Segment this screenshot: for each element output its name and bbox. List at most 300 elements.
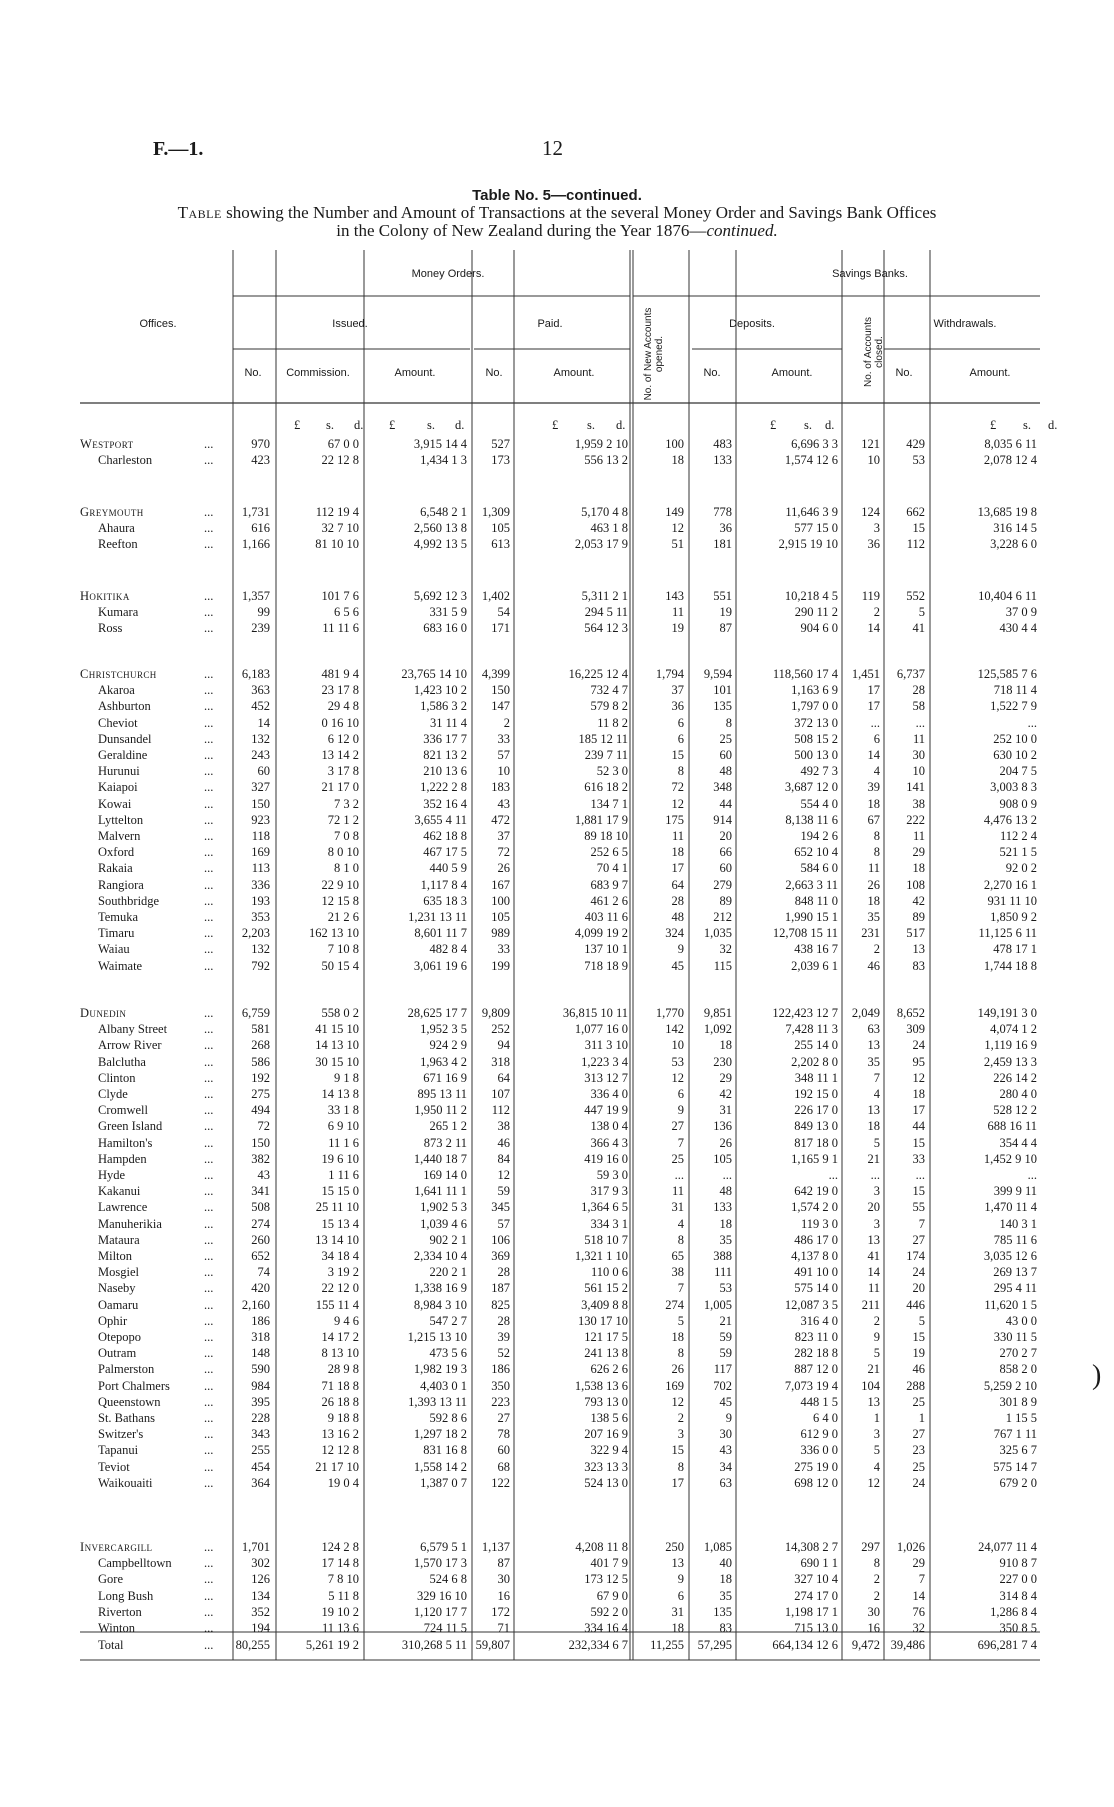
table-cell: 524 13 0 — [584, 1475, 628, 1490]
table-cell: 108 — [906, 877, 925, 892]
table-cell: 149 — [665, 505, 684, 519]
table-cell: 3 — [873, 521, 880, 536]
table-cell: 463 1 8 — [590, 521, 628, 536]
leader-dots: ... — [204, 1443, 214, 1458]
table-cell: 59 — [719, 1346, 732, 1361]
office-name: Westport — [80, 437, 134, 451]
table-cell: 698 12 0 — [794, 1475, 838, 1490]
table-cell: 12,087 3 5 — [784, 1297, 838, 1312]
table-cell: 12 12 8 — [321, 1443, 359, 1458]
table-cell: 2,915 19 10 — [778, 537, 838, 552]
table-cell: 72 — [671, 780, 684, 795]
table-cell: 14 — [257, 715, 270, 730]
table-cell: 848 11 0 — [794, 893, 838, 908]
office-name: Winton — [98, 1621, 135, 1635]
table-cell: 11,620 1 5 — [984, 1297, 1037, 1312]
table-cell: 446 — [906, 1297, 925, 1312]
table-cell: 94 — [497, 1038, 510, 1053]
table-cell: 27 — [912, 1427, 925, 1442]
table-cell: 331 5 9 — [429, 605, 467, 620]
table-cell: 12 — [671, 1394, 684, 1409]
table-cell: 20 — [867, 1200, 880, 1215]
table-cell: 9 — [725, 1411, 732, 1425]
table-cell: 13 14 2 — [321, 748, 359, 762]
table-cell: 133 — [713, 1200, 732, 1215]
table-cell: 2,270 16 1 — [983, 877, 1037, 892]
table-cell: 39 — [867, 780, 880, 795]
table-cell: 239 — [251, 621, 270, 636]
table-cell: 438 16 7 — [794, 942, 838, 957]
table-cell: 53 — [719, 1281, 732, 1296]
table-cell: 5 11 8 — [328, 1588, 359, 1603]
table-cell: 232,334 6 7 — [568, 1638, 628, 1652]
table-cell: 26 — [497, 861, 510, 876]
header-deposits-no: No. — [703, 367, 721, 379]
table-cell: 635 18 3 — [423, 893, 467, 908]
table-cell: 13 — [671, 1556, 684, 1571]
leader-dots: ... — [204, 1604, 214, 1619]
table-cell: 46 — [867, 958, 880, 973]
table-cell: 612 9 0 — [800, 1427, 838, 1442]
table-cell: 18 — [719, 1216, 732, 1231]
table-cell: 5,170 4 8 — [581, 505, 628, 519]
header-issued-commission: Commission. — [286, 367, 350, 379]
office-name: Mataura — [98, 1232, 140, 1247]
table-cell: 581 — [251, 1022, 270, 1037]
table-cell: 823 11 0 — [794, 1330, 838, 1344]
table-cell: 679 2 0 — [999, 1475, 1037, 1490]
table-cell: 28 — [497, 1313, 510, 1328]
table-cell: 2,560 13 8 — [413, 521, 467, 536]
office-name: Naseby — [98, 1281, 136, 1296]
table-cell: 11 8 2 — [597, 715, 628, 730]
table-cell: 1,641 11 1 — [414, 1184, 467, 1199]
table-cell: 252 6 5 — [590, 845, 628, 860]
table-cell: 1,387 0 7 — [420, 1475, 467, 1490]
table-cell: 311 3 10 — [584, 1038, 628, 1053]
table-cell: 14 13 10 — [315, 1038, 359, 1053]
table-cell: 616 — [251, 521, 270, 536]
table-cell: 19 6 10 — [321, 1151, 359, 1166]
table-cell: 37 0 9 — [1005, 605, 1037, 620]
table-cell: 1,364 6 5 — [581, 1200, 628, 1215]
table-cell: 22 12 0 — [321, 1281, 359, 1296]
leader-dots: ... — [204, 893, 214, 908]
table-cell: 348 11 1 — [794, 1070, 838, 1085]
table-cell: 11 13 6 — [321, 1621, 359, 1635]
table-cell: 6 — [677, 715, 684, 730]
table-cell: 33 — [912, 1151, 925, 1166]
leader-dots: ... — [204, 1378, 214, 1393]
table-cell: 902 2 1 — [429, 1232, 467, 1247]
table-cell: 12 — [912, 1070, 925, 1085]
leader-dots: ... — [204, 1588, 214, 1603]
table-cell: 181 — [713, 537, 732, 552]
table-cell: 1,470 11 4 — [984, 1200, 1037, 1215]
table-cell: 71 18 8 — [321, 1378, 359, 1393]
leader-dots: ... — [204, 1346, 214, 1361]
table-cell: 1 11 6 — [328, 1168, 359, 1182]
table-cell: 13 — [867, 1394, 880, 1409]
table-cell: 48 — [719, 1184, 732, 1199]
office-name: Oxford — [98, 845, 135, 860]
table-cell: 21 17 10 — [315, 1459, 359, 1474]
table-cell: 20 — [912, 1281, 925, 1296]
table-cell: 68 — [497, 1459, 510, 1474]
office-name: Lawrence — [98, 1200, 148, 1215]
table-cell: 223 — [491, 1394, 510, 1409]
table-cell: 1,117 8 4 — [420, 877, 467, 892]
table-cell: 39,486 — [890, 1638, 925, 1652]
table-cell: 34 — [719, 1459, 732, 1474]
table-cell: 100 — [491, 893, 510, 908]
table-cell: 99 — [257, 605, 270, 620]
table-cell: 24 — [912, 1475, 925, 1490]
table-cell: 67 — [867, 812, 880, 827]
table-cell: 12 — [671, 521, 684, 536]
table-cell: 15 15 0 — [321, 1184, 359, 1199]
table-cell: 35 — [867, 1054, 880, 1069]
office-name: Manuherikia — [98, 1216, 162, 1231]
table-cell: 329 16 10 — [417, 1588, 467, 1603]
table-cell: 83 — [719, 1621, 732, 1635]
table-cell: 1,434 1 3 — [420, 453, 467, 468]
table-cell: 11 — [671, 605, 684, 620]
table-cell: 64 — [497, 1070, 510, 1085]
table-cell: 10,218 4 5 — [784, 589, 838, 603]
table-cell: 14 — [867, 621, 880, 636]
table-cell: 10 — [867, 453, 880, 468]
table-cell: 11 1 6 — [328, 1135, 359, 1150]
table-cell: 32 — [912, 1621, 925, 1635]
header-issued-no: No. — [244, 367, 262, 379]
table-cell: 626 2 6 — [590, 1362, 628, 1377]
office-name: Clinton — [98, 1070, 136, 1085]
table-cell: 483 — [713, 437, 732, 451]
table-cell: 1,731 — [241, 505, 270, 519]
table-cell: 270 2 7 — [999, 1346, 1037, 1361]
unit-pound: £ — [990, 418, 997, 432]
office-name: Switzer's — [98, 1427, 144, 1442]
office-name: Southbridge — [98, 893, 160, 908]
table-cell: 28 9 8 — [327, 1362, 359, 1377]
table-cell: 12 — [671, 1070, 684, 1085]
table-cell: ... — [722, 1168, 732, 1182]
table-cell: 336 4 0 — [590, 1087, 628, 1101]
office-name: Ross — [98, 621, 123, 636]
table-cell: 227 0 0 — [999, 1572, 1037, 1587]
table-cell: 491 10 0 — [794, 1265, 838, 1280]
table-cell: 41 — [867, 1249, 880, 1263]
table-cell: 12 — [867, 1475, 880, 1490]
table-cell: 1,538 13 6 — [574, 1378, 628, 1393]
table-cell: 28 — [497, 1265, 510, 1280]
table-cell: 5 — [918, 1313, 925, 1328]
table-cell: 57 — [497, 748, 510, 762]
table-cell: 11 — [867, 861, 880, 876]
office-name: Timaru — [98, 926, 135, 941]
table-cell: 2 — [503, 715, 510, 730]
table-cell: 792 — [251, 958, 270, 973]
table-cell: 1 15 5 — [1005, 1411, 1037, 1425]
table-cell: 1,452 9 10 — [983, 1151, 1037, 1166]
leader-dots: ... — [204, 1638, 214, 1652]
table-cell: 148 — [251, 1346, 270, 1361]
table-cell: 142 — [665, 1022, 684, 1037]
office-name: Waimate — [98, 958, 143, 973]
table-cell: 13 16 2 — [321, 1427, 359, 1442]
table-cell: 28,625 17 7 — [407, 1006, 467, 1020]
table-cell: 1,586 3 2 — [420, 699, 467, 714]
table-cell: 1,165 9 1 — [791, 1151, 838, 1166]
table-cell: 1,039 4 6 — [420, 1216, 467, 1231]
table-cell: 8,035 6 11 — [984, 437, 1037, 451]
table-cell: 1,092 — [703, 1022, 732, 1037]
table-cell: 15 — [912, 521, 925, 536]
table-cell: 494 — [251, 1103, 270, 1118]
leader-dots: ... — [204, 926, 214, 941]
leader-dots: ... — [204, 1265, 214, 1280]
table-cell: 173 12 5 — [584, 1572, 628, 1587]
table-cell: 31 11 4 — [429, 715, 467, 730]
table-cell: 24,077 11 4 — [978, 1540, 1037, 1554]
table-cell: 11,255 — [650, 1638, 684, 1652]
table-cell: 508 15 2 — [794, 731, 838, 746]
table-cell: 3 — [873, 1427, 880, 1442]
table-cell: 6 5 6 — [334, 605, 359, 620]
table-cell: 350 8 5 — [999, 1621, 1037, 1635]
table-cell: 482 8 4 — [429, 942, 467, 957]
table-cell: 671 16 9 — [423, 1070, 467, 1085]
table-cell: 222 — [906, 812, 925, 827]
table-cell: 5 — [873, 1346, 880, 1361]
table-cell: 220 2 1 — [429, 1265, 467, 1280]
table-cell: 1,963 4 2 — [420, 1054, 467, 1069]
caption-description: showing the Number and Amount of Transactions at the several Money Order and Savings Bank Offices — [221, 203, 937, 222]
table-cell: 59 — [497, 1184, 510, 1199]
table-cell: 36,815 10 11 — [562, 1006, 628, 1020]
table-cell: 48 — [671, 910, 684, 924]
leader-dots: ... — [204, 1540, 214, 1554]
table-cell: 478 17 1 — [993, 942, 1037, 957]
leader-dots: ... — [204, 1249, 214, 1263]
table-cell: 908 0 9 — [999, 796, 1037, 811]
table-cell: 67 9 0 — [596, 1588, 628, 1603]
table-cell: ... — [1027, 715, 1037, 730]
table-cell: 341 — [251, 1184, 270, 1199]
table-cell: 143 — [665, 589, 684, 603]
table-cell: 141 — [906, 780, 925, 795]
table-cell: 430 4 4 — [999, 621, 1037, 636]
office-name: Waiau — [98, 942, 130, 957]
table-cell: 873 2 11 — [423, 1135, 467, 1150]
table-cell: 447 19 9 — [584, 1103, 628, 1118]
table-cell: 121 17 5 — [584, 1330, 628, 1344]
table-cell: 48 — [719, 764, 732, 779]
table-cell: 310,268 5 11 — [401, 1638, 467, 1652]
table-cell: 524 6 8 — [429, 1572, 467, 1587]
table-cell: 989 — [491, 926, 510, 941]
leader-dots: ... — [204, 1022, 214, 1037]
table-cell: 4 — [677, 1216, 684, 1231]
header-issued-amount: Amount. — [394, 367, 436, 379]
table-cell: 2,160 — [241, 1297, 270, 1312]
table-cell: 76 — [912, 1604, 925, 1619]
table-cell: 4,208 11 8 — [575, 1540, 628, 1554]
office-name: Hamilton's — [98, 1135, 153, 1150]
table-cell: 18 — [867, 796, 880, 811]
table-cell: 336 — [251, 877, 270, 892]
table-cell: 18 — [719, 1038, 732, 1053]
header-withdrawals-amount: Amount. — [969, 367, 1011, 379]
office-name: Akaroa — [98, 683, 135, 698]
leader-dots: ... — [204, 764, 214, 779]
table-cell: 322 9 4 — [590, 1443, 628, 1458]
table-cell: 1,797 0 0 — [791, 699, 838, 714]
leader-dots: ... — [204, 1168, 214, 1182]
table-cell: 831 16 8 — [423, 1443, 467, 1458]
table-cell: 1,402 — [481, 589, 510, 603]
table-cell: 137 10 1 — [584, 942, 628, 957]
table-cell: 29 — [912, 845, 925, 860]
table-cell: 21 17 0 — [321, 780, 359, 795]
table-cell: 107 — [491, 1087, 510, 1101]
table-cell: 194 2 6 — [800, 829, 838, 843]
table-cell: 186 — [491, 1362, 510, 1377]
table-cell: 7 — [918, 1216, 925, 1231]
table-cell: 5,259 2 10 — [983, 1378, 1037, 1393]
office-name: Dunedin — [80, 1006, 127, 1020]
table-cell: 352 16 4 — [423, 796, 467, 811]
office-name: Kowai — [98, 796, 132, 811]
table-cell: 35 — [719, 1232, 732, 1247]
table-cell: 252 — [491, 1022, 510, 1037]
table-cell: 318 — [251, 1330, 270, 1344]
table-cell: 4,074 1 2 — [990, 1022, 1037, 1037]
table-cell: 43 — [497, 796, 510, 811]
leader-dots: ... — [204, 521, 214, 536]
table-cell: 18 — [912, 861, 925, 876]
table-cell: 323 13 3 — [584, 1459, 628, 1474]
table-cell: 67 0 0 — [327, 437, 359, 451]
header-accounts-closed: No. of Accounts closed. — [863, 316, 885, 388]
table-cell: 13 — [867, 1103, 880, 1118]
table-cell: 363 — [251, 683, 270, 698]
leader-dots: ... — [204, 780, 214, 795]
table-cell: 30 — [497, 1572, 510, 1587]
table-cell: 314 8 4 — [999, 1588, 1037, 1603]
unit-shilling: s. — [804, 418, 812, 432]
table-cell: 95 — [912, 1054, 925, 1069]
table-cell: 31 — [671, 1200, 684, 1215]
table-cell: 330 11 5 — [993, 1330, 1037, 1344]
table-cell: 32 7 10 — [321, 521, 359, 536]
table-cell: 172 — [491, 1604, 510, 1619]
table-cell: 122 — [491, 1475, 510, 1490]
table-cell: 19 — [912, 1346, 925, 1361]
leader-dots: ... — [204, 699, 214, 714]
table-cell: 7,428 11 3 — [785, 1022, 838, 1037]
table-cell: 119 — [861, 589, 880, 603]
header-withdrawals: Withdrawals. — [933, 318, 997, 330]
table-cell: 1,423 10 2 — [413, 683, 467, 698]
table-cell: 440 5 9 — [429, 861, 467, 876]
leader-dots: ... — [204, 748, 214, 762]
table-cell: 33 — [497, 942, 510, 957]
table-cell: 294 5 11 — [584, 605, 628, 620]
leader-dots: ... — [204, 1054, 214, 1069]
table-cell: 169 14 0 — [423, 1168, 467, 1182]
table-cell: 173 — [491, 453, 510, 468]
leader-dots: ... — [204, 1038, 214, 1053]
table-cell: 42 — [719, 1087, 732, 1101]
leader-dots: ... — [204, 621, 214, 636]
table-cell: 345 — [491, 1200, 510, 1215]
table-cell: 613 — [491, 537, 510, 552]
table-cell: 24 — [912, 1038, 925, 1053]
office-name: Malvern — [98, 829, 141, 843]
table-cell: 984 — [251, 1378, 270, 1393]
table-cell: 89 — [719, 893, 732, 908]
leader-dots: ... — [204, 453, 214, 468]
table-cell: 592 8 6 — [429, 1411, 467, 1425]
table-cell: 23,765 14 10 — [401, 667, 467, 681]
table-cell: 481 9 4 — [321, 667, 359, 681]
table-cell: 352 — [251, 1604, 270, 1619]
table-cell: 586 — [251, 1054, 270, 1069]
leader-dots: ... — [204, 1411, 214, 1425]
table-cell: 696,281 7 4 — [977, 1638, 1037, 1652]
table-cell: 136 — [713, 1119, 732, 1134]
leader-dots: ... — [204, 1103, 214, 1118]
table-cell: 652 10 4 — [794, 845, 838, 860]
table-cell: 26 — [671, 1362, 684, 1377]
table-cell: 30 — [719, 1427, 732, 1442]
table-cell: 50 15 4 — [321, 958, 359, 973]
table-cell: 4,403 0 1 — [420, 1378, 467, 1393]
table-cell: 3,035 12 6 — [983, 1249, 1037, 1263]
table-cell: 1,120 17 7 — [413, 1604, 467, 1619]
table-cell: 508 — [251, 1200, 270, 1215]
table-cell: 353 — [251, 910, 270, 924]
table-cell: 316 4 0 — [800, 1313, 838, 1328]
table-cell: 59 — [719, 1330, 732, 1344]
table-cell: 7 — [918, 1572, 925, 1587]
table-cell: 1,982 19 3 — [413, 1362, 467, 1377]
table-cell: 16 — [497, 1588, 510, 1603]
table-cell: 1,026 — [896, 1540, 925, 1554]
table-cell: 3 — [677, 1427, 684, 1442]
table-cell: 204 7 5 — [999, 764, 1037, 779]
table-cell: 9 — [677, 1103, 684, 1118]
table-cell: 8,601 11 7 — [414, 926, 467, 941]
leader-dots: ... — [204, 505, 214, 519]
table-cell: 1,794 — [655, 667, 684, 681]
table-cell: 37 — [497, 829, 510, 843]
table-cell: 46 — [497, 1135, 510, 1150]
office-name: Mosgiel — [98, 1265, 139, 1280]
table-cell: 2 — [873, 1572, 880, 1587]
table-cell: 45 — [671, 958, 684, 973]
table-cell: 1 — [873, 1411, 880, 1425]
table-cell: 30 15 10 — [315, 1054, 359, 1069]
table-cell: 718 11 4 — [993, 683, 1037, 698]
caption-table-word: Table — [177, 203, 222, 222]
office-name: Ophir — [98, 1313, 128, 1328]
table-cell: 690 1 1 — [800, 1556, 838, 1571]
caption-year: in the Colony of New Zealand during the Year 1876— — [336, 221, 707, 240]
table-cell: 1,558 14 2 — [413, 1459, 467, 1474]
